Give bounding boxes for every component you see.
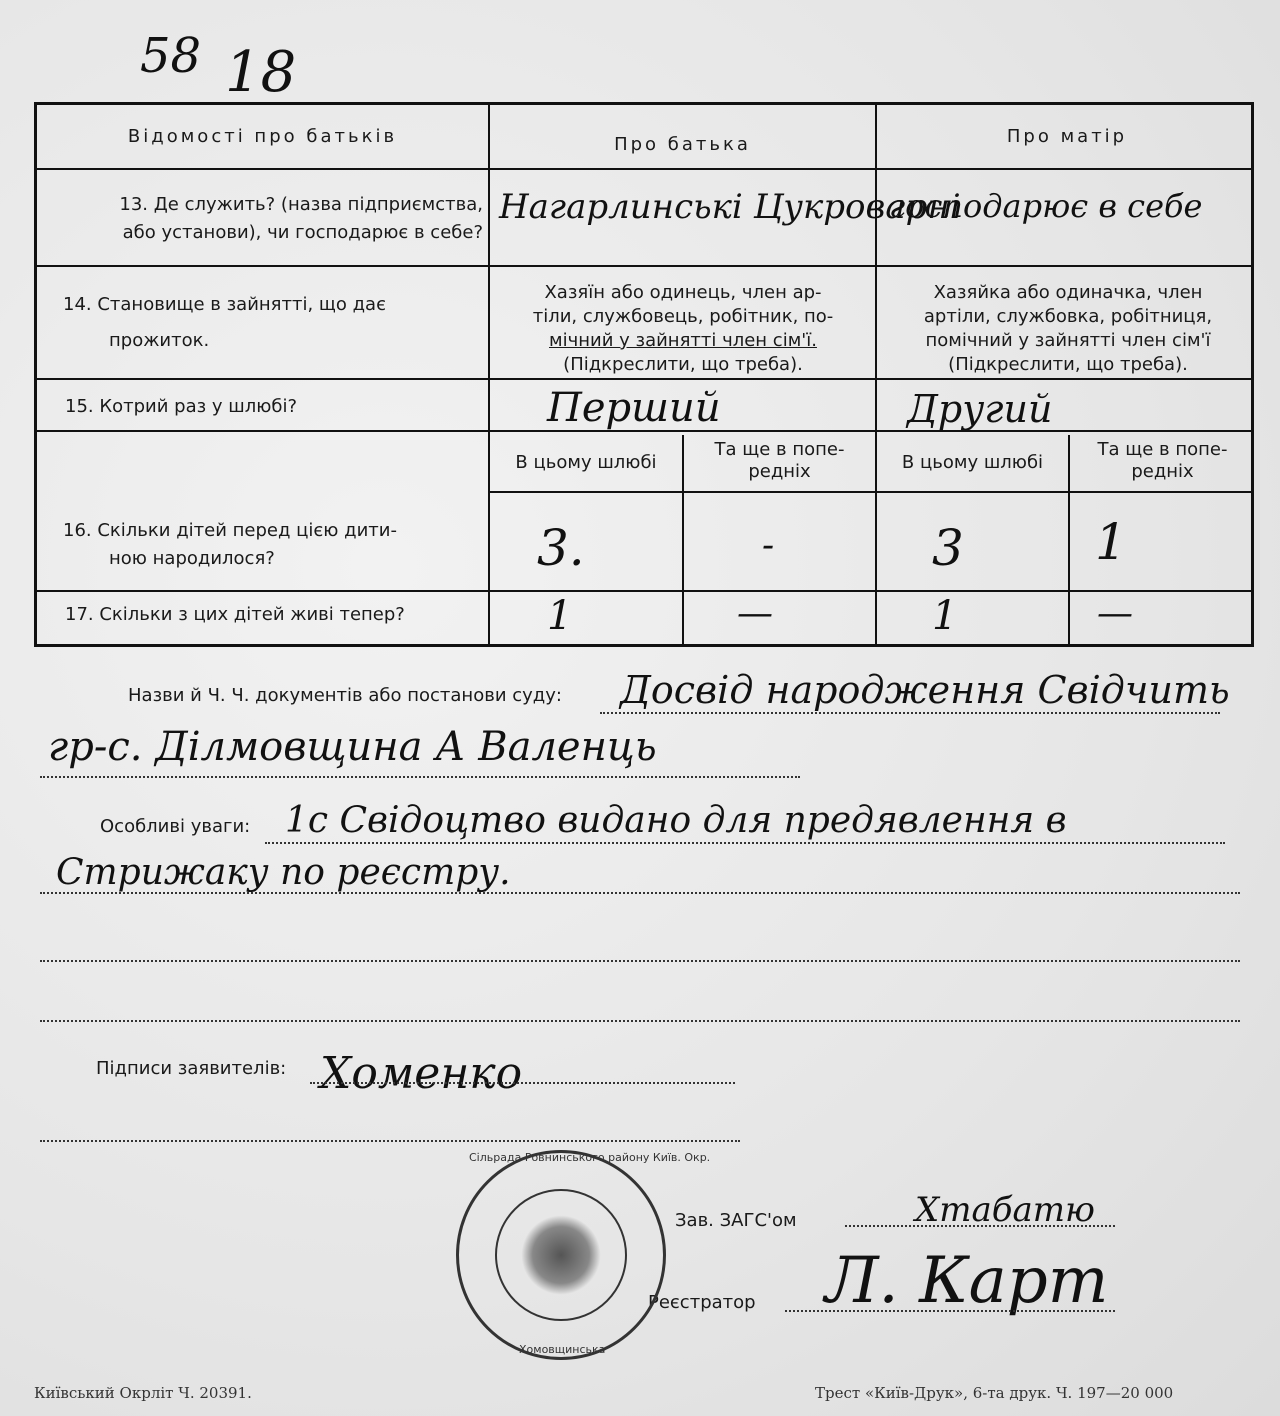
answer-17-mother-prev: — [1097, 593, 1133, 634]
corner-number-2: 18 [225, 40, 297, 105]
question-16: 16. Скільки дітей перед цією дити- ною народилося? [63, 520, 397, 569]
subheader-mother-prev: Та ще в попе- редніх [1097, 439, 1228, 482]
subheader-father-this: В цьому шлюбі [515, 452, 657, 473]
official-seal: Сільрада Ровнинського району Київ. Окр. Хомовщинська [456, 1150, 666, 1360]
answer-17-father-prev: — [737, 593, 773, 634]
question-14: 14. Становище в зайнятті, що дає прожиток. [63, 294, 386, 351]
question-13: 13. Де служить? (назва підприємства, або установи), чи господарює в себе? [119, 194, 483, 243]
answer-13-mother: господарює в себе [889, 187, 1203, 225]
answer-15-mother: Другий [907, 387, 1053, 431]
options-14-father: Хазяїн або одинець, член ар- тіли, службовець, робітник, по- мічний у зайнятті член сім'ї. (Підкреслити, що треба). [532, 282, 834, 375]
answer-16-mother-this: 3 [932, 519, 964, 577]
header-parents-info: Відомості про батьків [127, 126, 398, 147]
question-17: 17. Скільки з цих дітей живі тепер? [65, 604, 405, 625]
footer-right: Трест «Київ-Друк», 6-та друк. Ч. 197—20 000 [815, 1384, 1174, 1402]
subheader-father-prev: Та ще в попе- редніх [714, 439, 845, 482]
footer-left: Київський Окрліт Ч. 20391. [34, 1384, 252, 1402]
remarks-value-line1: 1с Свідоцтво видано для предявлення в [285, 800, 1067, 841]
documents-label: Назви й Ч. Ч. документів або постанови суду: [128, 685, 562, 706]
applicants-label: Підписи заявителів: [96, 1058, 287, 1079]
registrar-signature: Л. Карт [825, 1244, 1109, 1318]
options-14-mother: Хазяйка або одиначка, член артіли, службовка, робітниця, помічний у зайнятті член сім'ї (Підкреслити, що треба). [923, 282, 1213, 375]
corner-number-1: 58 [140, 28, 202, 84]
zags-label: Зав. ЗАГС'ом [675, 1210, 797, 1231]
header-father: Про батька [614, 134, 751, 155]
answer-17-mother-this: 1 [932, 593, 958, 639]
answer-15-father: Перший [547, 385, 721, 431]
answer-16-mother-prev: 1 [1095, 513, 1127, 571]
header-mother: Про матір [1006, 126, 1128, 147]
parents-info-table [34, 102, 1254, 647]
zags-signature: Хтабатю [915, 1190, 1095, 1230]
remarks-label: Особливі уваги: [100, 816, 251, 837]
remarks-value-line2: Стрижаку по реєстру. [56, 852, 511, 893]
documents-value-line1: Досвід народження Свідчить [620, 668, 1230, 712]
answer-13-father: Нагарлинські Цукроварні [499, 187, 961, 227]
answer-16-father-prev: - [762, 525, 775, 566]
answer-17-father-this: 1 [547, 593, 573, 639]
question-15: 15. Котрий раз у шлюбі? [65, 396, 298, 417]
applicants-signature: Хоменко [320, 1048, 523, 1099]
registrar-label: Реєстратор [648, 1292, 756, 1313]
documents-value-line2: гр-с. Ділмовщина А Валенць [48, 724, 657, 770]
subheader-mother-this: В цьому шлюбі [901, 452, 1044, 473]
answer-16-father-this: 3. [537, 519, 585, 577]
